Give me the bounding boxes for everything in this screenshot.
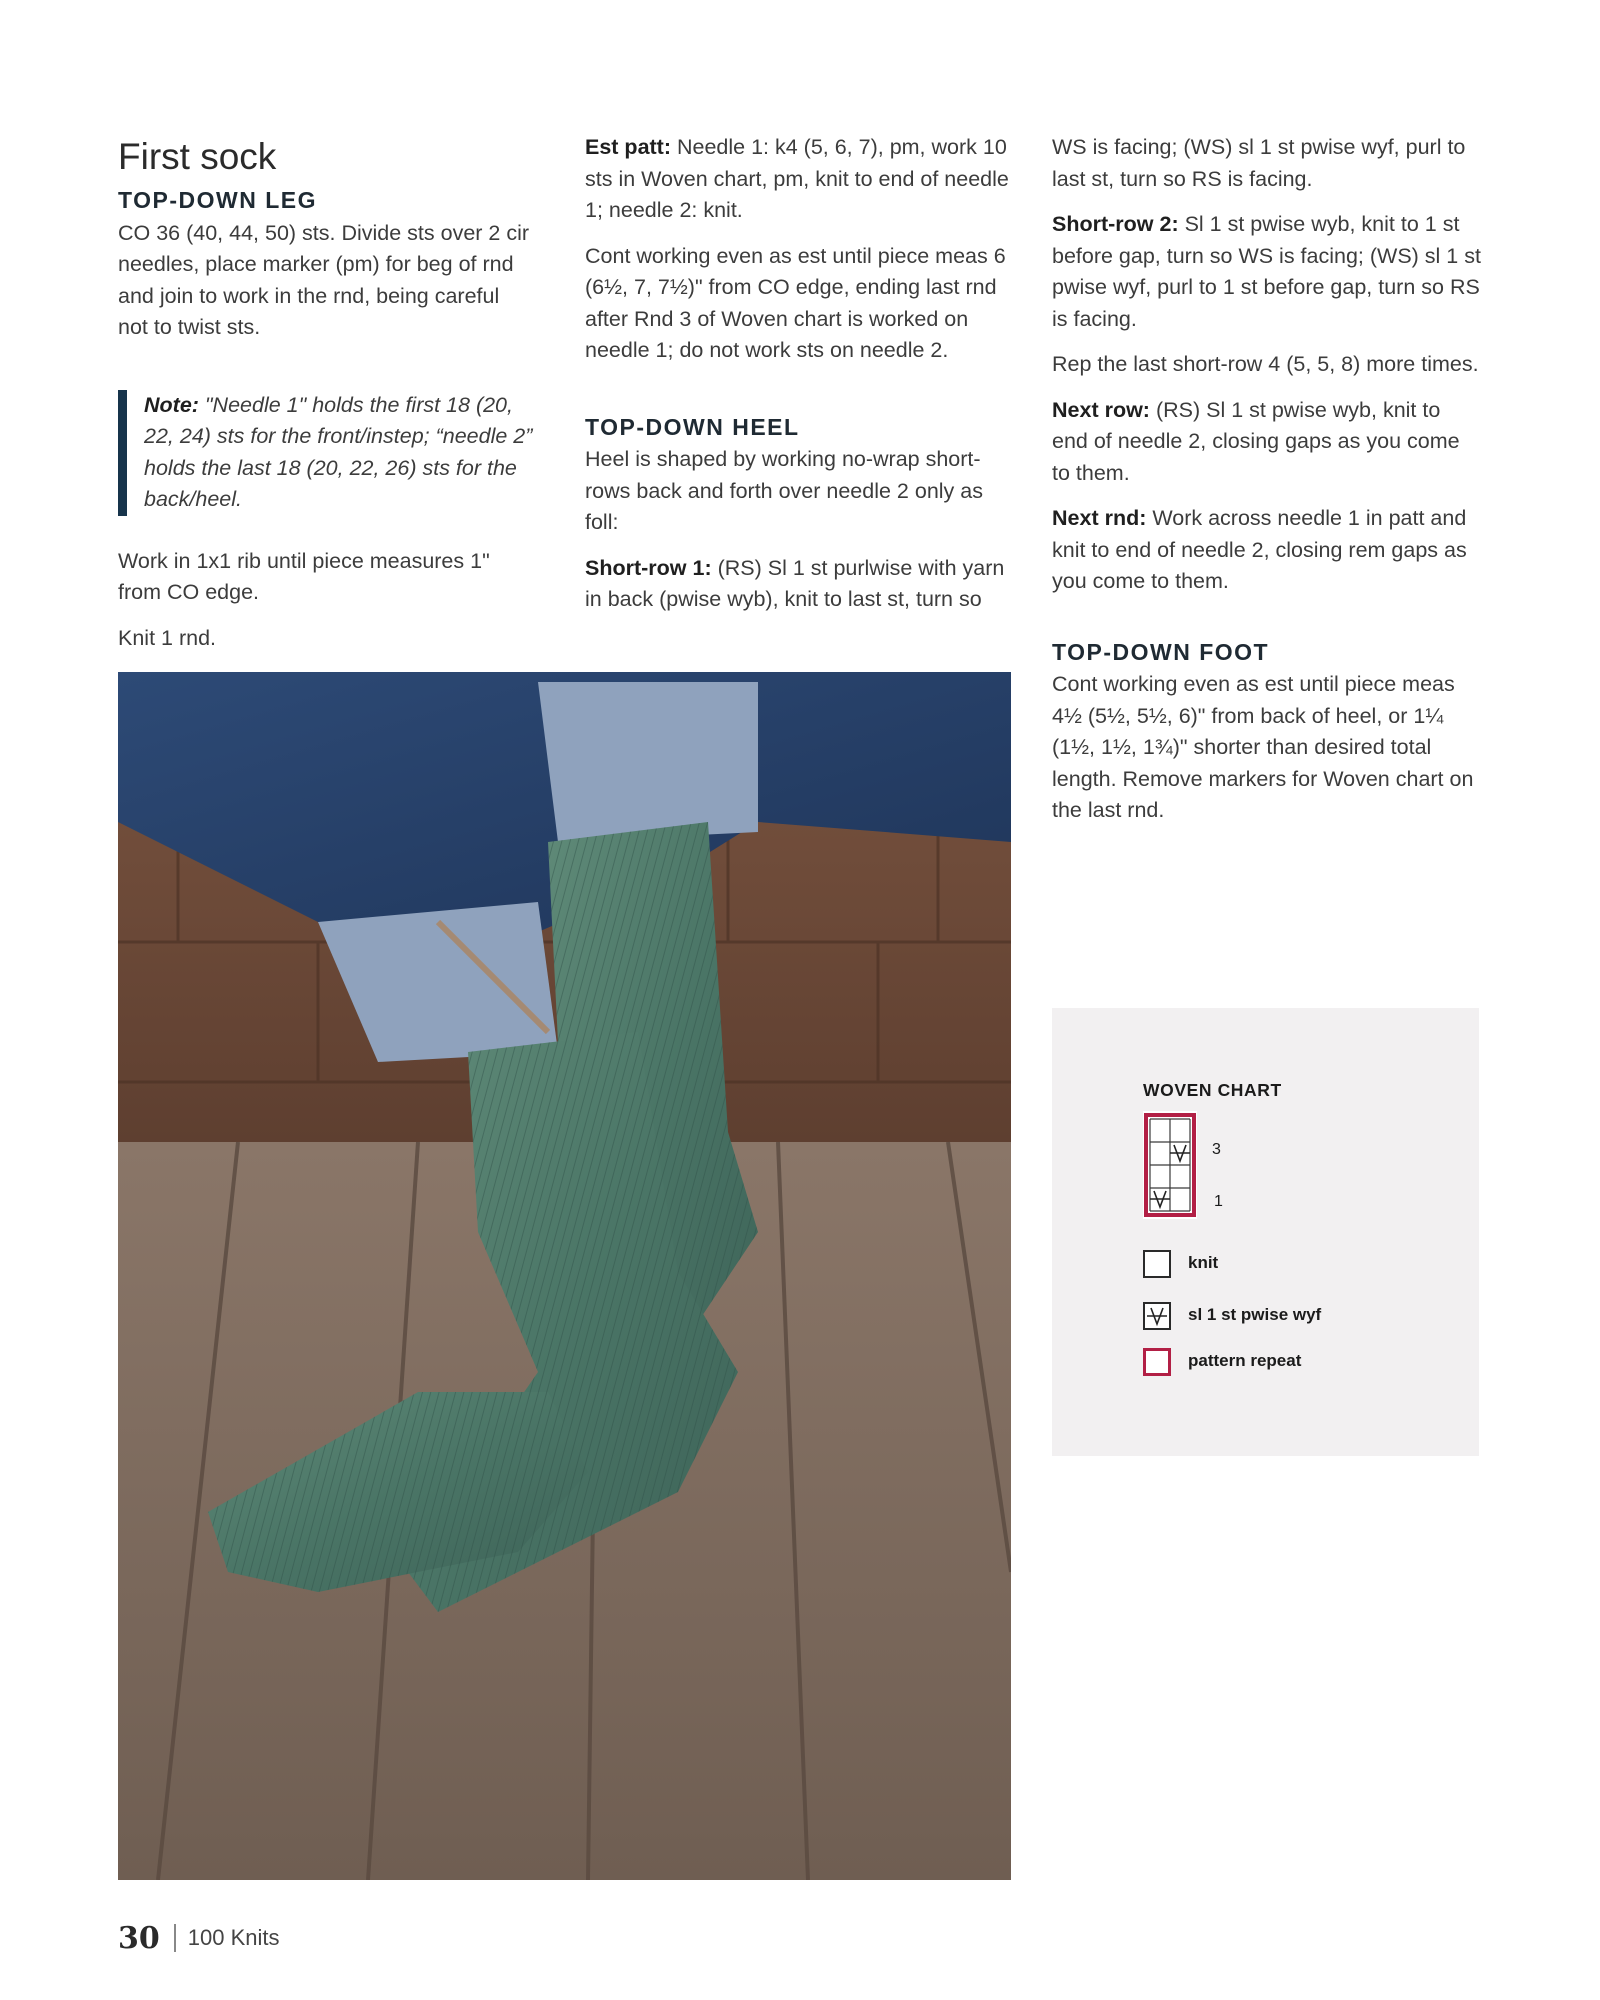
- est-patt-text: Needle 1: k4 (5, 6, 7), pm, work 10 sts in Woven chart, pm, knit to end of needle 1; needle 2: knit.: [585, 135, 1009, 222]
- page-number: 30: [118, 1920, 160, 1956]
- slip-symbol: [1143, 1302, 1171, 1330]
- short-row-1-continued: WS is facing; (WS) sl 1 st pwise wyf, purl to last st, turn so RS is facing.: [1052, 135, 1466, 191]
- legend-repeat-label: pattern repeat: [1188, 1351, 1302, 1370]
- leg-paragraph-1: CO 36 (40, 44, 50) sts. Divide sts over 2 cir needles, place marker (pm) for beg of rnd and join to work in the rnd, being careful not to twist sts.: [118, 220, 530, 340]
- knit-symbol: [1143, 1250, 1171, 1278]
- short-row-2-text: Sl 1 st pwise wyb, knit to 1 st before gap, turn so WS is facing; (WS) sl 1 st pwise wyf, purl to 1 st before gap, turn so RS is facing.: [1052, 212, 1481, 331]
- publication-name: 100 Knits: [187, 1925, 280, 1950]
- next-row-label: Next row:: [1052, 397, 1150, 422]
- foot-paragraph: Cont working even as est until piece meas 4½ (5½, 5½, 6)" from back of heel, or 1¼ (1½, 1½, 1¾)" shorter than desired total length. Remove markers for Woven chart on the last rnd.: [1052, 672, 1474, 823]
- row-label-1: 1: [1214, 1193, 1223, 1210]
- foot-heading: TOP-DOWN FOOT: [1052, 638, 1270, 665]
- page-footer: [118, 1918, 279, 1958]
- column-2: [585, 132, 1015, 630]
- short-row-2-paragraph: [1052, 209, 1482, 335]
- est-patt-label: Est patt:: [585, 135, 671, 159]
- repeat-paragraph: Rep the last short-row 4 (5, 5, 8) more times.: [1052, 352, 1479, 376]
- column-1: [118, 132, 534, 668]
- leg-heading: TOP-DOWN LEG: [118, 186, 318, 213]
- next-rnd-text: Work across needle 1 in patt and knit to end of needle 2, closing rem gaps as you come to them.: [1052, 506, 1467, 593]
- sock-photo: [118, 672, 1011, 1880]
- chart-title: WOVEN CHART: [1143, 1080, 1282, 1100]
- next-row-paragraph: [1052, 395, 1482, 490]
- note-text: "Needle 1" holds the first 18 (20, 22, 24) sts for the front/instep; “needle 2” holds the last 18 (20, 22, 26) sts for the back/heel.: [144, 392, 533, 512]
- short-row-2-label: Short-row 2:: [1052, 212, 1179, 236]
- next-rnd-paragraph: [1052, 503, 1482, 598]
- column-3: [1052, 132, 1482, 841]
- legend-knit-label: knit: [1188, 1253, 1219, 1272]
- leg-paragraph-2: Work in 1x1 rib until piece measures 1" from CO edge.: [118, 548, 490, 605]
- leg-paragraph-3: Knit 1 rnd.: [118, 625, 216, 650]
- row-label-3: 3: [1212, 1141, 1221, 1158]
- heel-paragraph-1: Heel is shaped by working no-wrap short-rows back and forth over needle 2 only as foll:: [585, 447, 983, 535]
- woven-chart-grid: [1143, 1111, 1197, 1219]
- footer-divider: [174, 1924, 176, 1952]
- est-patt-paragraph: [585, 132, 1015, 227]
- heel-heading: TOP-DOWN HEEL: [585, 413, 800, 440]
- pattern-repeat-symbol: [1143, 1348, 1171, 1376]
- cont-paragraph: Cont working even as est until piece meas 6 (6½, 7, 7½)" from CO edge, ending last rnd after Rnd 3 of Woven chart is worked on needle 1; do not work sts on needle 2.: [585, 243, 1006, 362]
- note-block: [118, 390, 534, 516]
- note-label: Note:: [144, 392, 199, 417]
- next-rnd-label: Next rnd:: [1052, 506, 1147, 530]
- next-row-text: (RS) Sl 1 st pwise wyb, knit to end of needle 2, closing gaps as you come to them.: [1052, 397, 1460, 485]
- legend-slip-label: sl 1 st pwise wyf: [1188, 1305, 1322, 1324]
- short-row-1-text: (RS) Sl 1 st purlwise with yarn in back (pwise wyb), knit to last st, turn so: [585, 555, 1005, 612]
- short-row-1-paragraph: [585, 553, 1015, 616]
- section-title: First sock: [118, 136, 277, 177]
- short-row-1-label: Short-row 1:: [585, 555, 712, 580]
- woven-chart-box: [1052, 1008, 1479, 1456]
